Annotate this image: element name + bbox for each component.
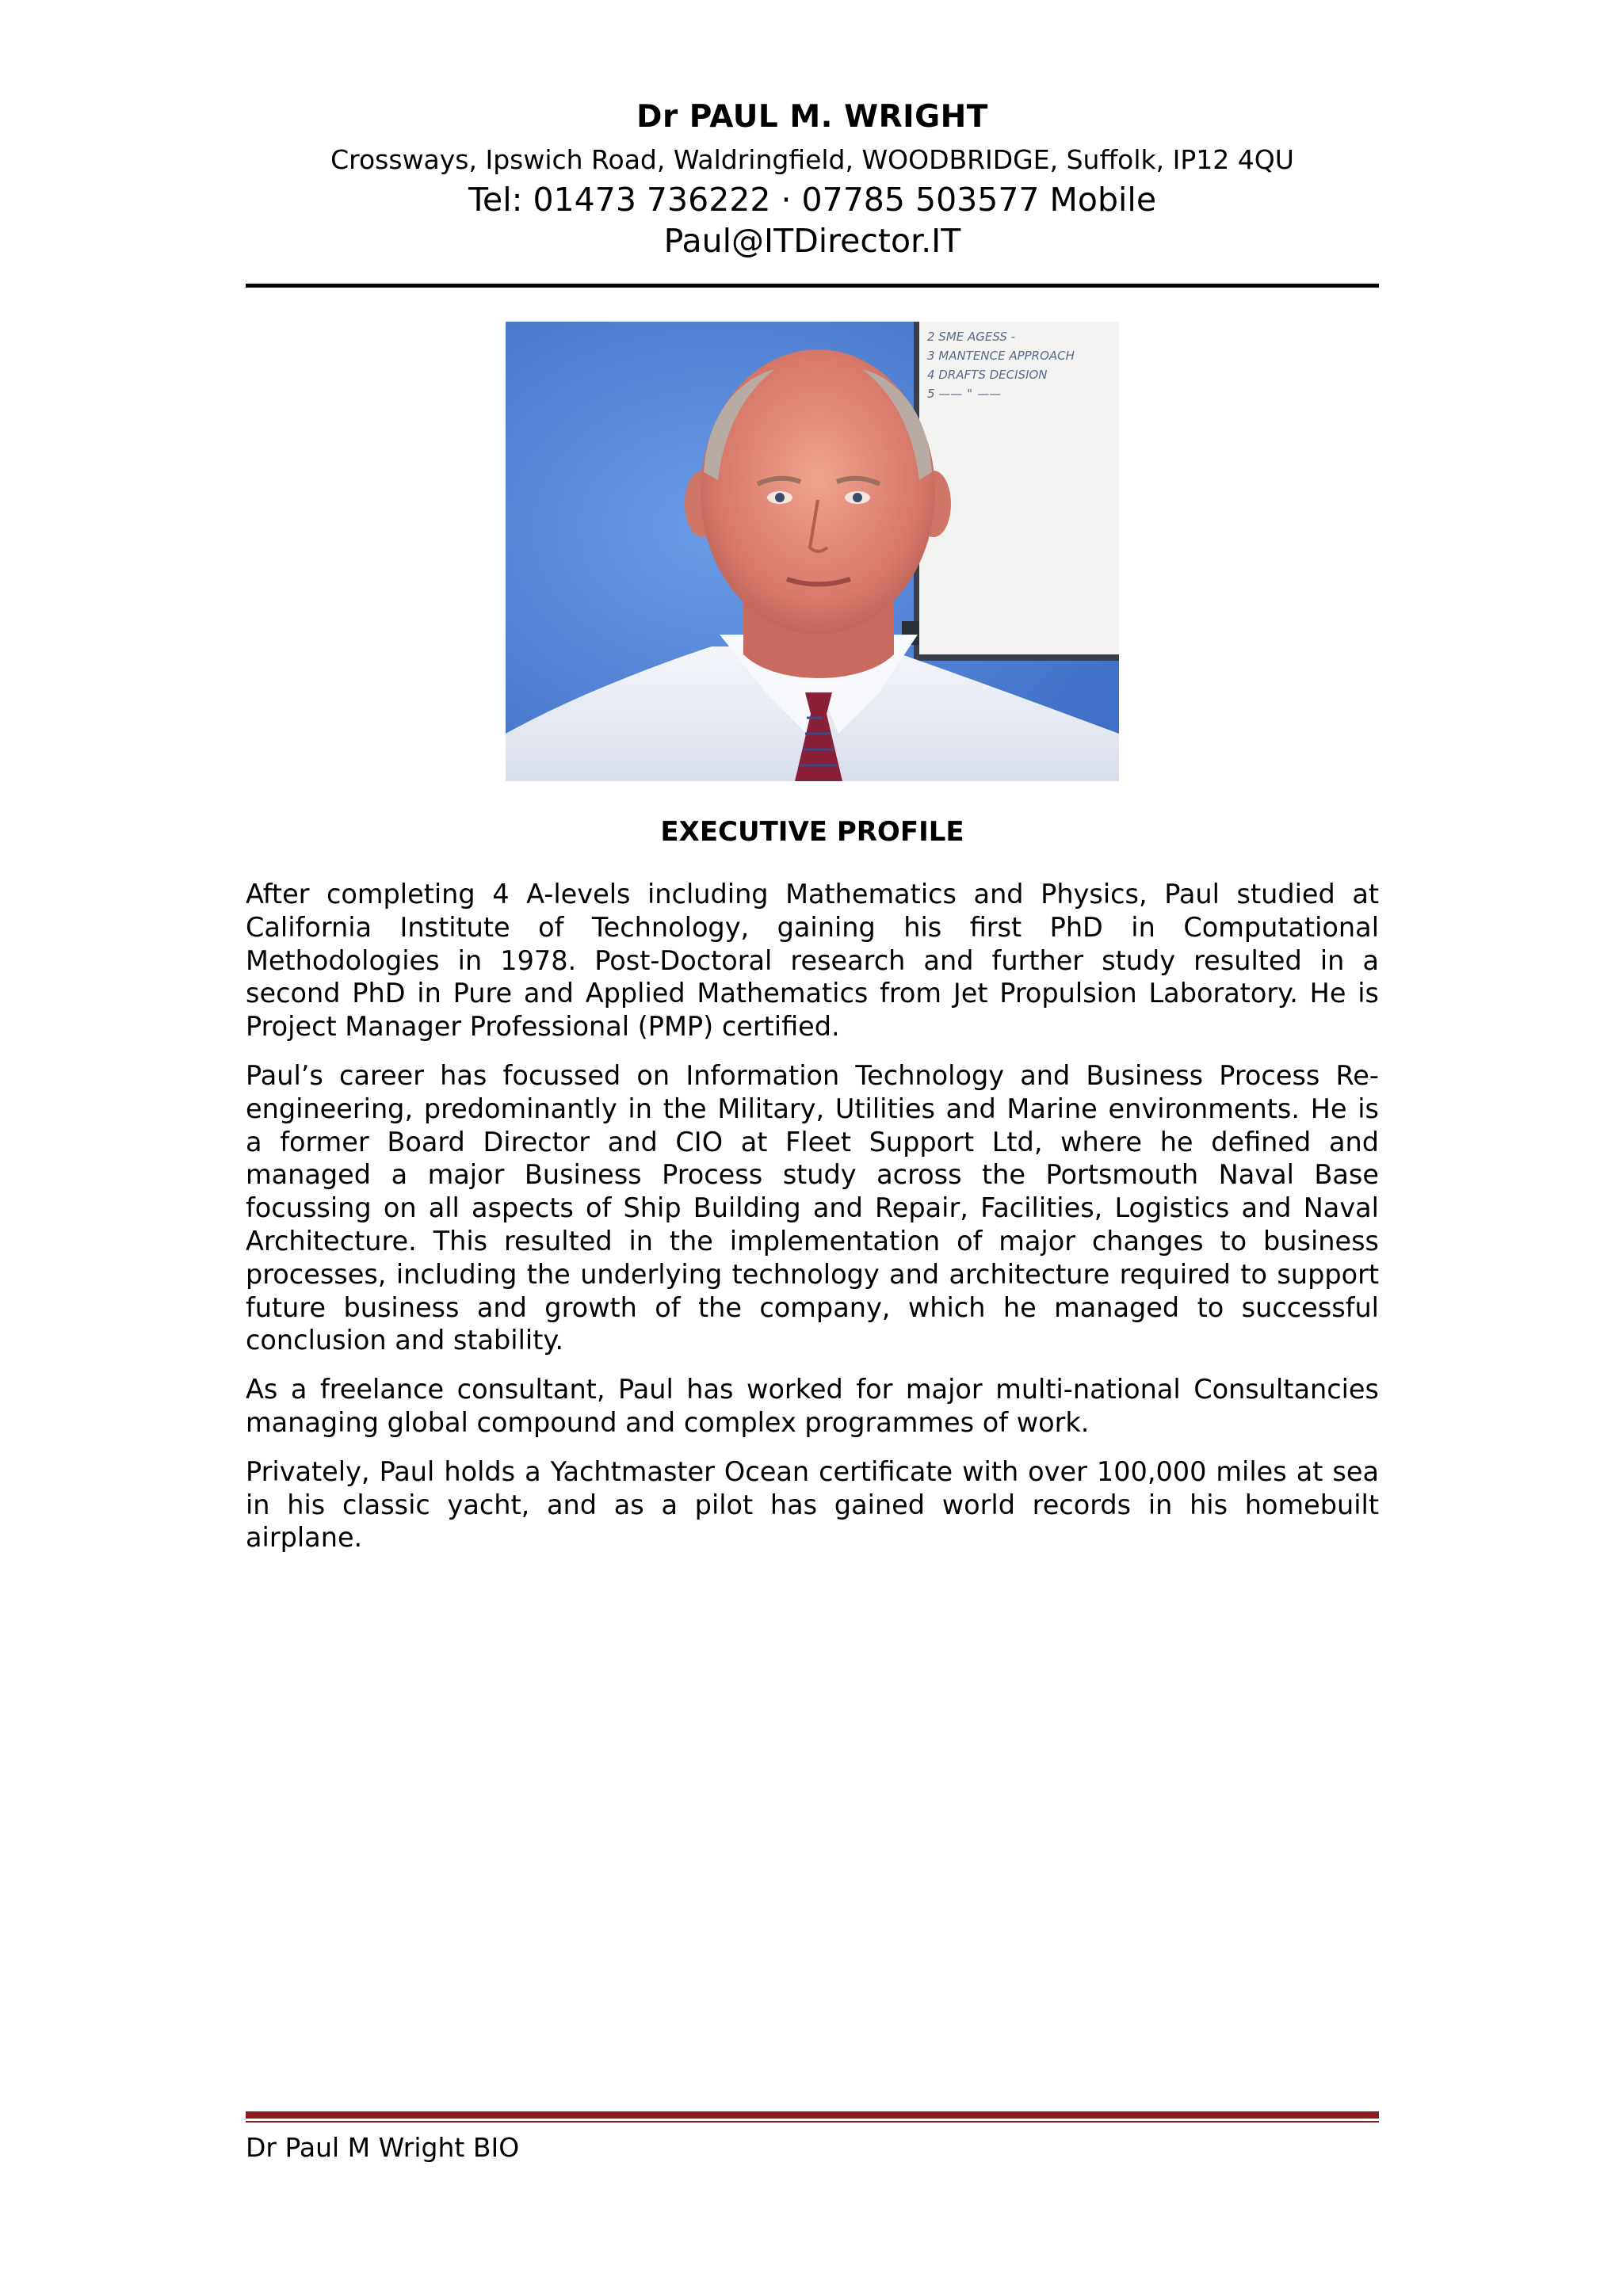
svg-text:3 MANTENCE APPROACH: 3 MANTENCE APPROACH xyxy=(927,349,1075,363)
header-divider xyxy=(246,284,1379,288)
svg-text:4 DRAFTS DECISION: 4 DRAFTS DECISION xyxy=(927,368,1048,382)
section-heading: EXECUTIVE PROFILE xyxy=(660,816,964,848)
profile-paragraph: Paul’s career has focussed on Information Technology and Business Process Re-engineering, predominantly in the Military, Utilities and Marine environments. He is a former Board Director and CIO at Fleet Support Ltd, where he defined and managed a major Business Process study across the Portsmouth Naval Base focussing on all aspects of Ship Building and Repair, Facilities, Logistics and Naval Architecture. This resulted in the implementation of major changes to business processes, including the underlying technology and architecture required to support future business and growth of the company, which he managed to successful conclusion and stability. xyxy=(246,1059,1379,1356)
contact-header xyxy=(246,93,1379,261)
phone-numbers: Tel: 01473 736222 · 07785 503577 Mobile xyxy=(468,181,1157,219)
email-address: Paul@ITDirector.IT xyxy=(663,222,961,260)
profile-body xyxy=(246,878,1379,1570)
footer-divider-thin xyxy=(246,2121,1379,2122)
profile-paragraph: As a freelance consultant, Paul has worked for major multi-national Consultancies managing global compound and complex programmes of work. xyxy=(246,1374,1379,1438)
profile-paragraph: Privately, Paul holds a Yachtmaster Ocean certificate with over 100,000 miles at sea in his classic yacht, and as a pilot has gained world records in his homebuilt airplane. xyxy=(246,1455,1379,1554)
portrait-photo xyxy=(506,322,1119,781)
profile-paragraph: After completing 4 A-levels including Mathematics and Physics, Paul studied at California Institute of Technology, gaining his first PhD in Computational Methodologies in 1978. Post-Doctoral research and further study resulted in a second PhD in Pure and Applied Mathematics from Jet Propulsion Laboratory. He is Project Manager Professional (PMP) certified. xyxy=(246,879,1379,1043)
footer-label: Dr Paul M Wright BIO xyxy=(246,2132,520,2163)
svg-text:2 SME AGESS -: 2 SME AGESS - xyxy=(927,330,1016,344)
footer-divider xyxy=(246,2111,1379,2119)
author-name: Dr PAUL M. WRIGHT xyxy=(636,99,988,135)
postal-address: Crossways, Ipswich Road, Waldringfield, WOODBRIDGE, Suffolk, IP12 4QU xyxy=(330,144,1294,175)
svg-text:5 —— " ——: 5 —— " —— xyxy=(927,387,1002,401)
